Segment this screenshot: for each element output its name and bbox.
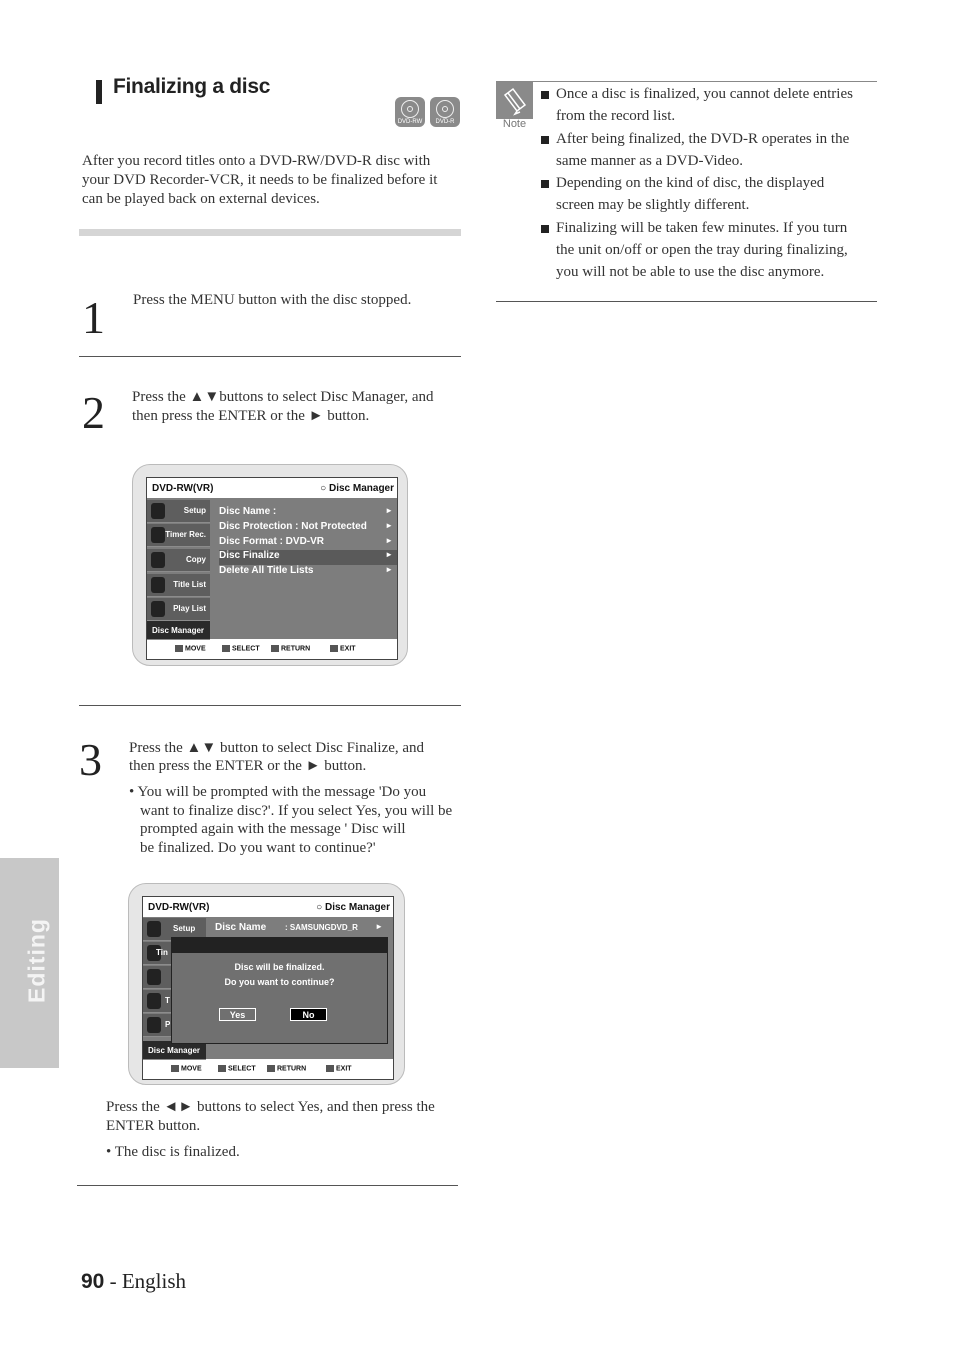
dialog-message-line2: Do you want to continue? — [224, 977, 335, 987]
title-bar-marker — [96, 80, 102, 104]
note-item: After being finalized, the DVD-R operates in the same manner as a DVD-Video. — [540, 128, 870, 173]
step-3-bullet-line3: prompted again with the message ' Disc will — [140, 821, 406, 837]
intro-paragraph: After you record titles onto a DVD-RW/DVD-R disc with your DVD Recorder-VCR, it needs to be finalized before it can be played back on external devices. — [82, 153, 438, 207]
step-divider — [79, 356, 461, 357]
osd-header: DVD-RW(VR) ○ Disc Manager — [152, 483, 394, 494]
step-3-bullet-line4: be finalized. Do you want to continue?' — [140, 840, 376, 856]
note-list — [540, 83, 870, 284]
step-divider — [77, 1185, 458, 1186]
osd-sidebar-title-list: Title List — [147, 574, 210, 597]
step-2-text-line1: Press the ▲▼buttons to select Disc Manager, and — [132, 389, 434, 405]
note-bottom-rule — [496, 301, 877, 302]
step-2-number: 2 — [82, 387, 105, 438]
dvd-r-disc-icon: DVD-R — [430, 97, 460, 127]
osd-screen-disc-manager — [132, 464, 408, 666]
osd-sidebar-setup: Setup — [143, 918, 206, 941]
osd-menu-disc-name: Disc Name : ► — [219, 506, 393, 517]
osd-menu-disc-protection: Disc Protection : Not Protected ► — [219, 521, 393, 532]
osd-sidebar-play-list-partial: P — [143, 1014, 171, 1037]
after-text-line2: ENTER button. — [106, 1118, 201, 1134]
note-item: Once a disc is finalized, you cannot delete entries from the record list. — [540, 83, 870, 128]
osd-menu-delete-all-title-lists: Delete All Title Lists ► — [219, 565, 393, 576]
osd-menu-disc-format: Disc Format : DVD-VR ► — [219, 536, 393, 547]
osd-sidebar-disc-manager: Disc Manager — [143, 1041, 206, 1060]
osd-footer: MOVE SELECT RETURN EXIT — [147, 639, 397, 659]
step-1-text: Press the MENU button with the disc stopped. — [133, 292, 412, 308]
step-3-bullet-line2: want to finalize disc?'. If you select Yes, you will be — [140, 803, 453, 819]
step-1-number: 1 — [82, 292, 105, 343]
osd-header: DVD-RW(VR) ○ Disc Manager — [148, 902, 390, 913]
page-number: 90 — [81, 1270, 105, 1293]
note-label: Note — [502, 118, 527, 130]
osd-menu-disc-finalize: Disc Finalize ► — [219, 550, 397, 565]
dialog-yes-button[interactable]: Yes — [219, 1008, 256, 1021]
section-side-tab-label: Editing — [23, 918, 50, 1003]
osd-sidebar-timer-rec: Timer Rec. — [147, 524, 210, 547]
dialog-no-button[interactable]: No — [290, 1008, 327, 1021]
step-3-text-line1: Press the ▲▼ button to select Disc Finalize, and — [129, 740, 425, 756]
note-item: Finalizing will be taken few minutes. If you turn the unit on/off or open the tray during finalizing, you will not be able to use the disc anymore. — [540, 217, 870, 284]
osd-sidebar-play-list: Play List — [147, 598, 210, 621]
osd-body — [143, 917, 393, 1059]
step-2-text-line2: then press the ENTER or the ► button. — [132, 408, 370, 424]
note-top-rule — [496, 81, 877, 82]
dialog-message-line1: Disc will be finalized. — [234, 962, 325, 972]
osd-screen-finalize-confirm — [128, 883, 405, 1085]
note-pencil-icon — [496, 82, 533, 119]
page-title: Finalizing a disc — [113, 75, 271, 98]
osd-body — [147, 498, 397, 639]
osd-sidebar-title-list-partial: T — [143, 990, 171, 1013]
osd-sidebar-setup: Setup — [147, 500, 210, 523]
osd-menu-disc-name: Disc Name : SAMSUNGDVD_R ► — [215, 922, 383, 933]
step-3-bullet-line1: • You will be prompted with the message 'Do you — [129, 784, 427, 800]
dvd-rw-disc-icon: DVD-RW — [395, 97, 425, 127]
osd-sidebar-timer-rec-partial: Tin — [143, 942, 171, 965]
step-3-text-line2: then press the ENTER or the ► button. — [129, 758, 367, 774]
osd-footer: MOVE SELECT RETURN EXIT — [143, 1059, 393, 1079]
step-3-number: 3 — [79, 734, 102, 785]
osd-sidebar-disc-manager: Disc Manager — [147, 621, 210, 640]
finalize-confirm-dialog — [171, 937, 388, 1044]
page-footer — [81, 1269, 186, 1294]
after-text-line1: Press the ◄► buttons to select Yes, and then press the — [106, 1099, 435, 1115]
section-divider — [79, 229, 461, 236]
osd-sidebar-copy: Copy — [147, 549, 210, 572]
page-language: - English — [104, 1269, 187, 1293]
note-item: Depending on the kind of disc, the displayed screen may be slightly different. — [540, 172, 870, 217]
after-bullet: • The disc is finalized. — [106, 1144, 240, 1160]
osd-sidebar-copy-partial — [143, 966, 171, 989]
step-divider — [79, 705, 461, 706]
